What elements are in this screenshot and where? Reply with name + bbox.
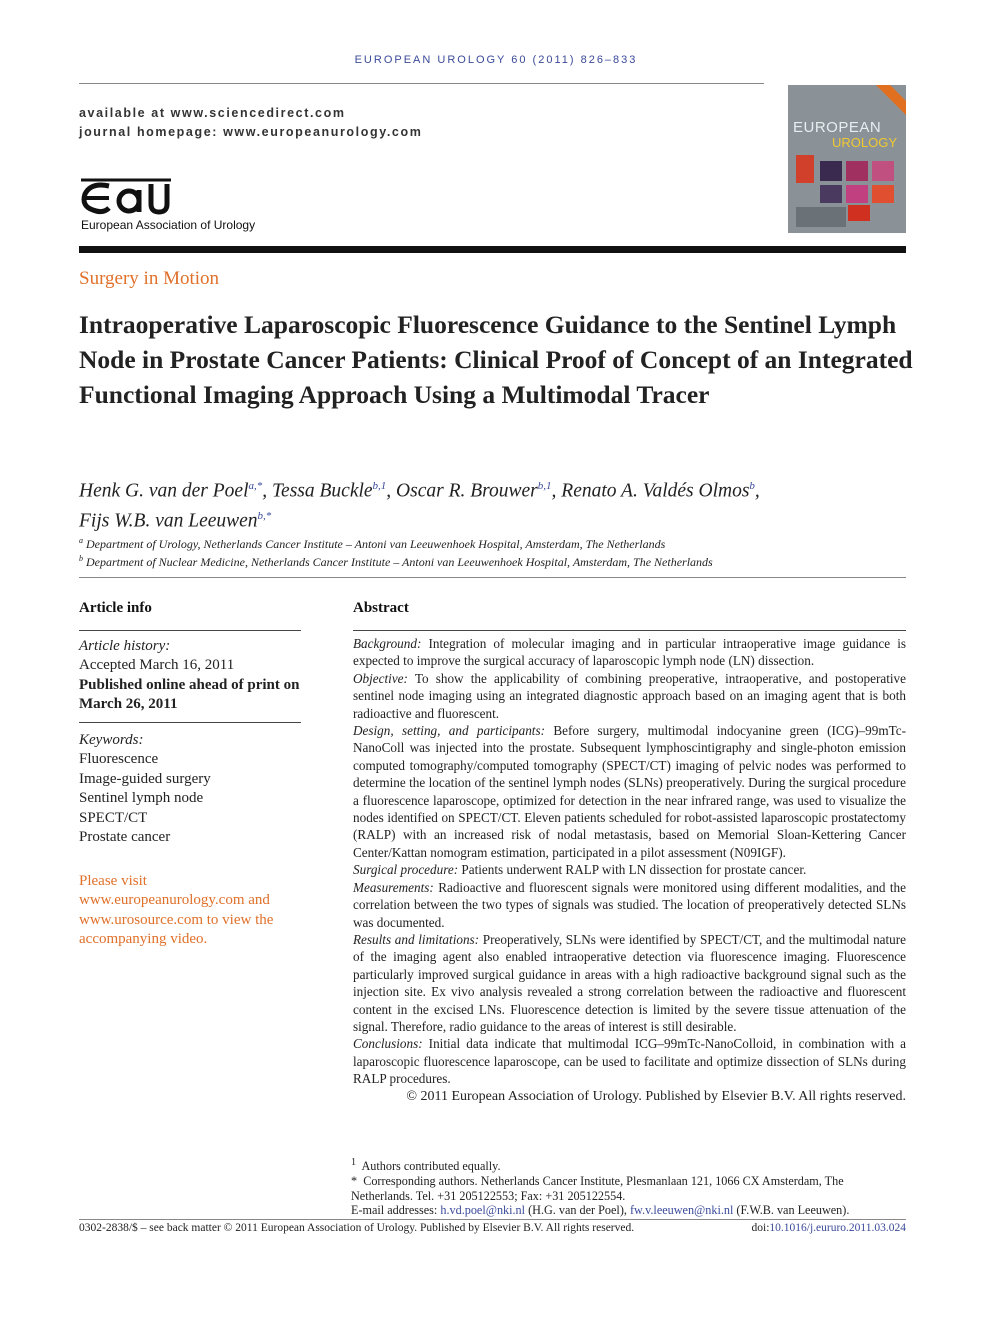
- cover-image-6: [872, 185, 894, 203]
- author-name[interactable]: Renato A. Valdés Olmos: [561, 480, 750, 502]
- abstract-section-label: Background:: [353, 636, 422, 651]
- keyword-item: SPECT/CT: [79, 809, 148, 826]
- author-affil-mark[interactable]: b,1: [372, 480, 387, 492]
- abstract-section-label: Results and limitations:: [353, 931, 480, 947]
- author-separator: ,: [386, 480, 397, 502]
- keyword-item: Fluorescence: [79, 751, 159, 768]
- abstract-section-text: To show the applicability of combining preoperative, intraoperative, and postoperative sentinel node imaging using an integrated diagnostic approach based on an imaging agent that is both radioactive and fluorescent.: [353, 670, 907, 721]
- author-name[interactable]: Henk G. van der Poel: [79, 480, 249, 502]
- doi-label: doi:: [751, 1222, 770, 1234]
- abstract-section-label: Surgical procedure:: [353, 862, 459, 878]
- affiliation-text: Department of Urology, Netherlands Cancer Institute – Antoni van Leeuwenhoek Hospital, Amsterdam, The Netherlands: [86, 537, 666, 551]
- cover-image-1: [820, 161, 842, 181]
- footer-line: [79, 1222, 906, 1234]
- abstract-section-label: Conclusions:: [353, 1036, 423, 1052]
- keyword-item: Prostate cancer: [79, 829, 171, 846]
- footnote-corresponding-text: Corresponding authors. Netherlands Cancer Institute, Plesmanlaan 121, 1066 CX Amsterdam, The Netherlands. Tel. +31 205122553; Fax: +31 205122554.: [351, 1173, 844, 1203]
- abstract-body: [353, 635, 906, 1105]
- published-date: Published online ahead of print on March 26, 2011: [79, 676, 300, 713]
- section-label: Surgery in Motion: [79, 268, 220, 289]
- history-label: Article history:: [79, 638, 171, 654]
- cover-text-block: [796, 207, 846, 227]
- eau-logo-text: European Association of Urology: [81, 218, 256, 232]
- article-title: Intraoperative Laparoscopic Fluorescence Guidance to the Sentinel Lymph Node in Prostate Cancer Patients: Clinical Proof of Concept of an Integrated Functional Imaging Approach Using a Multimodal Tracer: [79, 310, 913, 409]
- author-name[interactable]: Oscar R. Brouwer: [396, 480, 538, 502]
- email-link[interactable]: fw.v.leeuwen@nki.nl: [629, 1203, 734, 1218]
- article-info-heading: Article info: [79, 600, 152, 616]
- keywords-block: [79, 731, 301, 847]
- author-affil-mark[interactable]: b,*: [257, 509, 272, 522]
- author-name[interactable]: Fijs W.B. van Leeuwen: [79, 510, 258, 531]
- abstract-section-label: Objective:: [353, 670, 408, 686]
- doi-block: [752, 1222, 907, 1234]
- abstract-section: [353, 879, 906, 931]
- abstract-section-text: Integration of molecular imaging and in particular intraoperative image guidance is expected to improve the surgical accuracy of laparoscopic lymph node (LN) dissection.: [353, 636, 906, 669]
- doi-link[interactable]: 10.1016/j.eururo.2011.03.024: [769, 1222, 906, 1234]
- abstract-section-text: Preoperatively, SLNs were identified by SPECT/CT, and the multimodal nature of the imaging agent also enabled intraoperative detection via fluorescence imaging. Fluorescence particularly improved surgical guidance in areas with a high radioactive background signal such as the injection site. Ex vivo analysis revealed a strong correlation between the radioactive and fluorescent content in the excised LNs. Fluorescence detection is limited by the severe tissue attenuation of the signal. Therefore, radio guidance to the areas of interest is still desirable.: [353, 931, 907, 1034]
- email-link[interactable]: h.vd.poel@nki.nl: [440, 1203, 526, 1218]
- cover-image-7: [848, 205, 870, 221]
- eau-logo-mark: [79, 178, 279, 218]
- article-history: [79, 637, 301, 715]
- abstract-section: [353, 861, 906, 878]
- abstract-section: [353, 1035, 906, 1087]
- footnote-equal: $^1$ Authors contributed equally.: [351, 1157, 501, 1174]
- author-affil-mark[interactable]: a,*: [248, 480, 263, 492]
- footnote-equal-text: Authors contributed equally.: [361, 1159, 501, 1174]
- abstract-section-text: Initial data indicate that multimodal ICG–99mTc-NanoColloid, in combination with a laparoscopic fluorescence laparoscope, can be used to facilitate and optimize dissection of SLNs during RALP procedures.: [353, 1036, 906, 1087]
- abstract-section: [353, 722, 906, 861]
- sciencedirect-line[interactable]: available at www.sciencedirect.com: [79, 106, 346, 120]
- keyword-item: Sentinel lymph node: [79, 790, 204, 807]
- keyword-item: Image-guided surgery: [79, 770, 211, 787]
- footer-rule: [79, 1219, 906, 1220]
- abstract-section-label: Measurements:: [353, 879, 434, 895]
- header-rule: [79, 83, 764, 84]
- affiliation-mark: a: [79, 536, 83, 545]
- author-affil-mark[interactable]: b: [749, 480, 755, 492]
- abstract-section-text: Patients underwent RALP with LN dissection for prostate cancer.: [461, 862, 807, 878]
- affiliation-rule: [79, 577, 906, 578]
- author-separator: ,: [754, 480, 760, 502]
- abstract-rule: [353, 630, 906, 631]
- cover-title-line1: EUROPEAN: [793, 119, 882, 136]
- abstract-section-label: Design, setting, and participants:: [353, 723, 545, 739]
- abstract-heading: Abstract: [353, 600, 409, 616]
- affiliation-text: Department of Nuclear Medicine, Netherlands Cancer Institute – Antoni van Leeuwenhoek Hospital, Amsterdam, The Netherlands: [86, 555, 713, 569]
- cover-banner: [869, 85, 906, 121]
- email-label: E-mail addresses:: [351, 1203, 438, 1218]
- author-affil-mark[interactable]: b,1: [537, 480, 552, 492]
- footnote-emails: [351, 1203, 906, 1218]
- eau-logo: [79, 178, 279, 236]
- author-list: [79, 474, 919, 533]
- homepage-line[interactable]: journal homepage: www.europeanurology.com: [79, 125, 423, 139]
- author-name[interactable]: Tessa Buckle: [271, 480, 373, 502]
- keywords-label: Keywords:: [79, 732, 144, 748]
- abstract-section-text: Before surgery, multimodal indocyanine green (ICG)–99mTc-NanoColl was injected into the prostate. Subsequent lymphoscintigraphy and single-photon emission computed tomography/computed tomography (SPECT/CT) imaging of pelvic nodes was performed to determine the location of the sentinel lymph nodes (SLNs) preoperatively. During the surgical procedure a fluorescence laparoscope, optimized for detection in the near infrared range, was used to visualize the nodes identified on SPECT/CT. Eleven patients scheduled for robot-assisted laparoscopic prostatectomy (RALP) with an increased risk of nodal metastasis, based on Memorial Sloan-Kettering Cancer Center/Kattan nomogram estimation, participated in a pilot assessment (N09IGF).: [353, 723, 906, 860]
- history-rule: [79, 722, 301, 723]
- cover-block: [796, 155, 814, 183]
- author-separator: ,: [262, 480, 272, 502]
- affiliation-mark: b: [79, 554, 83, 563]
- video-link[interactable]: Please visit www.europeanurology.com and www.urosource.com to view the accompanying video.: [79, 873, 274, 948]
- cover-title-line2: UROLOGY: [832, 135, 898, 150]
- abstract-section: [353, 635, 906, 670]
- footnotes: [351, 1156, 906, 1218]
- journal-reference: EUROPEAN UROLOGY 60 (2011) 826–833: [354, 54, 638, 66]
- header-thick-rule: [79, 246, 906, 253]
- email-owner: (H.G. van der Poel),: [528, 1203, 627, 1218]
- cover-image-2: [846, 161, 868, 181]
- footnote-corresponding: * Corresponding authors. Netherlands Cancer Institute, Plesmanlaan 121, 1066 CX Amsterdam, The Netherlands. Tel. +31 205122553; Fax: +31 205122554.: [351, 1173, 844, 1203]
- journal-cover-image[interactable]: [788, 85, 906, 233]
- abstract-section-text: Radioactive and fluorescent signals were monitored using different modalities, and the correlation between the two types of signals was studied. The location of preoperatively detected SLNs was documented.: [353, 879, 906, 930]
- abstract-section: [353, 670, 906, 722]
- cover-image-4: [820, 185, 842, 203]
- cover-image-3: [872, 161, 894, 181]
- affiliation: [79, 554, 919, 570]
- abstract-copyright: © 2011 European Association of Urology. Published by Elsevier B.V. All rights reserved.: [406, 1088, 906, 1104]
- abstract-section: [353, 931, 906, 1035]
- issn-copyright: 0302-2838/$ – see back matter © 2011 European Association of Urology. Published by Elsevier B.V. All rights reserved.: [79, 1222, 635, 1234]
- author-separator: ,: [551, 480, 562, 502]
- email-owner: (F.W.B. van Leeuwen).: [736, 1203, 850, 1218]
- availability-block: [79, 104, 422, 142]
- article-info-rule: [79, 630, 301, 631]
- affiliation: [79, 536, 919, 552]
- cover-image-5: [846, 185, 868, 203]
- accepted-date: Accepted March 16, 2011: [79, 657, 235, 674]
